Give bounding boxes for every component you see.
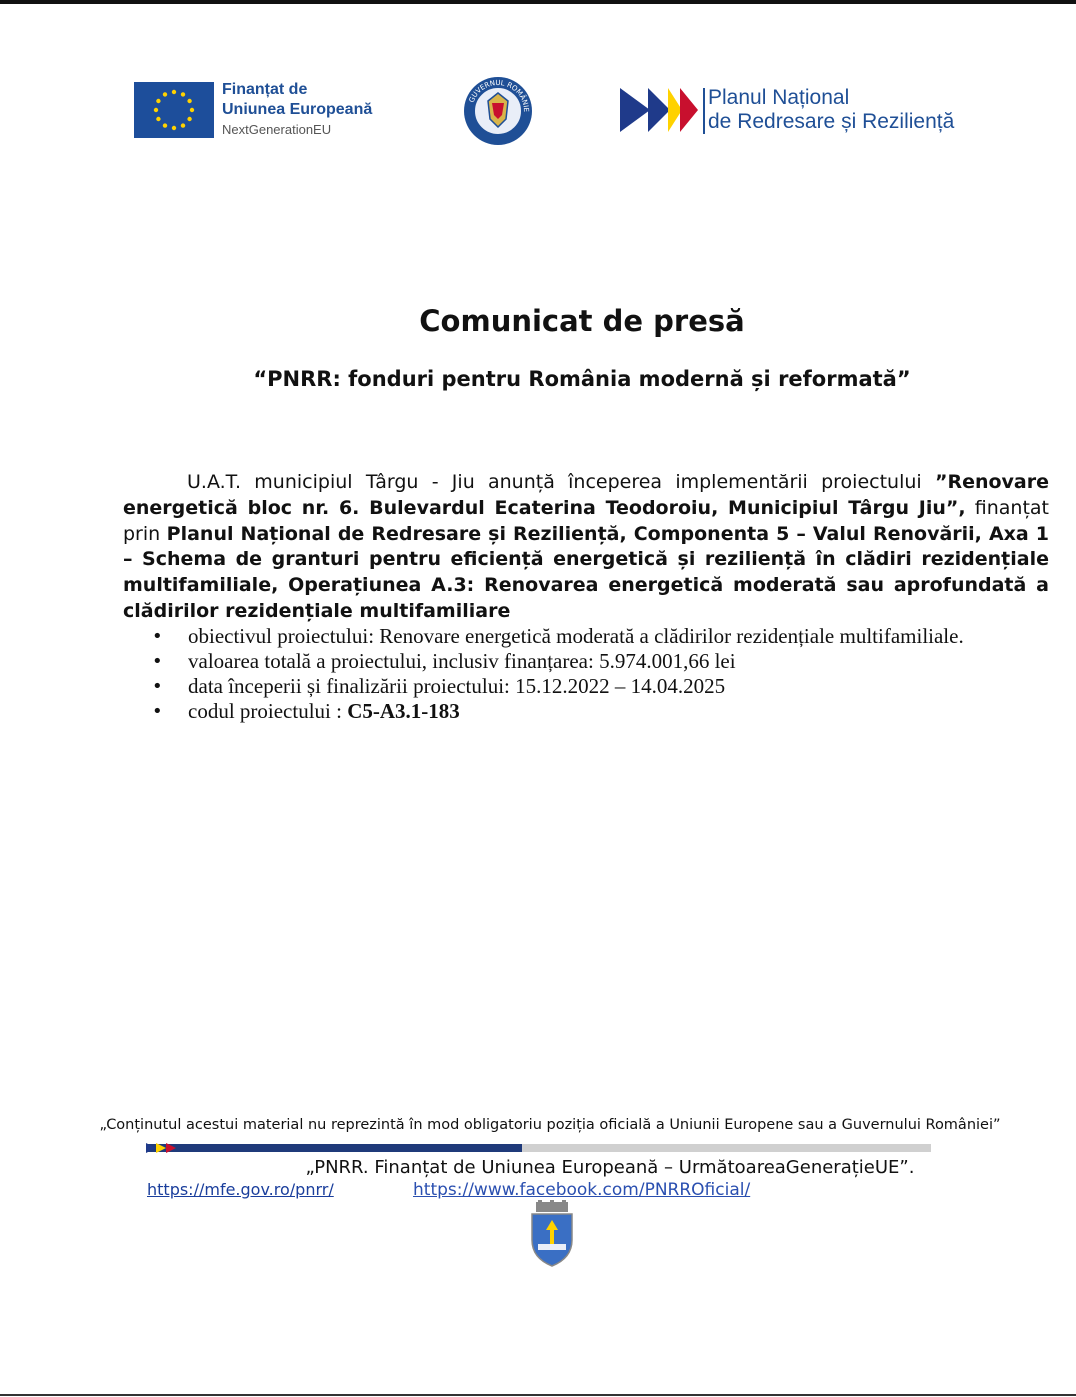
facebook-link[interactable]: https://www.facebook.com/PNRROficial/ xyxy=(413,1180,751,1200)
eu-star-icon xyxy=(156,117,160,121)
project-details-list xyxy=(152,624,964,724)
footer-arrow-icon xyxy=(146,1142,176,1154)
eu-logo-line3: NextGenerationEU xyxy=(222,122,332,137)
eu-logo-line1: Finanțat de xyxy=(222,81,308,98)
eu-star-icon xyxy=(187,99,191,103)
eu-logo-line2: Uniunea Europeană xyxy=(222,101,373,118)
bullet-label: obiectivul proiectului: xyxy=(188,624,380,648)
eu-star-icon xyxy=(190,108,194,112)
eu-star-icon xyxy=(172,90,176,94)
list-item xyxy=(152,674,964,699)
bullet-label: data începerii și finalizării proiectului: xyxy=(188,674,516,698)
page-title: Comunicat de presă xyxy=(419,304,745,338)
pnrr-logo xyxy=(620,84,970,140)
bullet-label: codul proiectului : xyxy=(188,699,348,723)
program-description: Planul Național de Redresare și Reziliență, Componenta 5 – Valul Renovării, Axa 1 – Schema de granturi pentru eficiență energetică și reziliență în clădiri rezidențiale multifamiliale, Operațiunea A.3: Renovarea energetică moderată sau aprofundată a clădirilor rezidențiale multifamiliare xyxy=(123,522,1049,622)
eu-star-icon xyxy=(187,117,191,121)
project-name: ”Renovare energetică bloc nr. 6. Bulevardul Ecaterina Teodoroiu, Municipiul Târgu Jiu”, xyxy=(123,471,1049,519)
bullet-value: Renovare energetică moderată a clădirilor rezidențiale multifamiliale. xyxy=(379,624,964,648)
footer-tagline: „PNRR. Finanțat de Uniunea Europeană – UrmătoareaGenerațieUE”. xyxy=(305,1157,915,1178)
list-item xyxy=(152,649,964,674)
government-seal-logo xyxy=(462,75,534,147)
eu-star-icon xyxy=(163,123,167,127)
bullet-label: valoarea totală a proiectului, inclusiv finanțarea: xyxy=(188,649,600,673)
eu-star-icon xyxy=(163,92,167,96)
bullet-value: C5-A3.1-183 xyxy=(347,699,460,723)
pnrr-logo-line2: de Redresare și Reziliență xyxy=(708,110,955,133)
pnrr-arrow-icon xyxy=(620,84,702,136)
bullet-value: 15.12.2022 – 14.04.2025 xyxy=(515,674,726,698)
list-item xyxy=(152,624,964,649)
pnrr-logo-line1: Planul Național xyxy=(708,86,850,109)
top-border xyxy=(0,0,1076,4)
eu-flag-icon xyxy=(134,82,214,138)
eu-star-icon xyxy=(156,99,160,103)
bottom-border xyxy=(0,1394,1076,1396)
footer-progress-bar xyxy=(146,1144,931,1152)
paragraph-intro: U.A.T. municipiul Târgu - Jiu anunță începerea implementării proiectului xyxy=(187,471,935,493)
page-subtitle: “PNRR: fonduri pentru România modernă și reformată” xyxy=(253,367,911,391)
bullet-value: 5.974.001,66 lei xyxy=(599,649,736,673)
paragraph-financed-by: finanțat prin xyxy=(123,496,1049,545)
eu-star-icon xyxy=(154,108,158,112)
seal-text: GUVERNUL ROMÂNIE xyxy=(467,78,531,113)
body-paragraph xyxy=(123,470,1049,625)
list-item xyxy=(152,699,964,724)
eu-funding-logo xyxy=(134,80,394,142)
mfe-link[interactable]: https://mfe.gov.ro/pnrr/ xyxy=(147,1180,334,1199)
eu-star-icon xyxy=(172,126,176,130)
city-crest-icon xyxy=(528,1200,576,1268)
eu-star-icon xyxy=(181,92,185,96)
footer-disclaimer: „Conținutul acestui material nu reprezintă în mod obligatoriu poziția oficială a Uniunii Europene sau a Guvernului României” xyxy=(99,1117,1001,1133)
eu-star-icon xyxy=(181,123,185,127)
